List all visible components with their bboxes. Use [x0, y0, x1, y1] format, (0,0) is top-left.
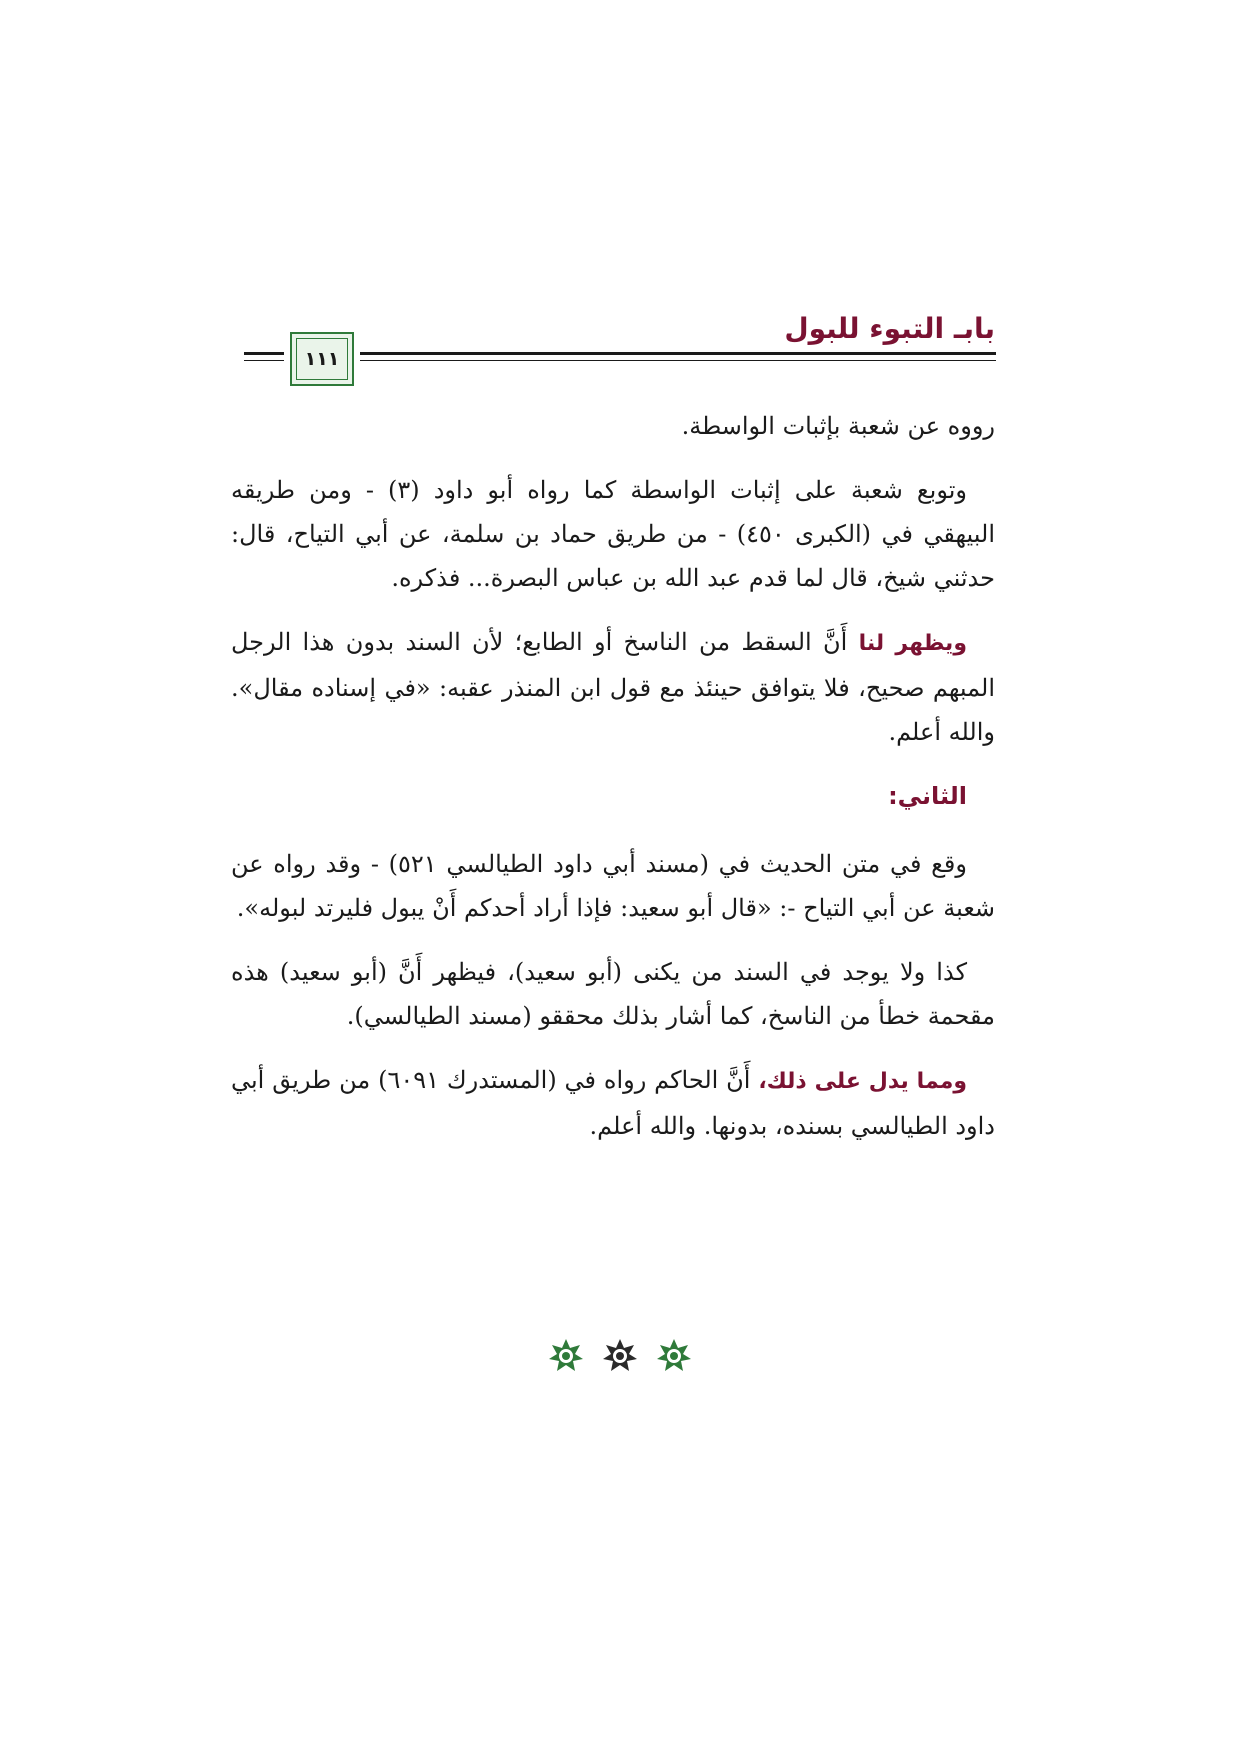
paragraph-5: كذا ولا يوجد في السند من يكنى (أبو سعيد)، فيظهر أَنَّ (أبو سعيد) هذه مقحمة خطأ من الناسخ، كما أشار بذلك محققو (مسند الطيالسي). [231, 958, 995, 1030]
header-rule-right-bottom [360, 360, 996, 361]
paragraph-4: وقع في متن الحديث في (مسند أبي داود الطيالسي ٥٢١) - وقد رواه عن شعبة عن أبي التياح -: «قال أبو سعيد: فإذا أراد أحدكم أَنْ يبول فليرتد لبوله». [231, 850, 995, 922]
paragraph-1: رووه عن شعبة بإثبات الواسطة. [681, 412, 995, 440]
paragraph-6 [231, 1058, 995, 1148]
header-rule-left-bottom [244, 360, 284, 361]
ornament-green-icon [656, 1338, 692, 1374]
page-number: ١١١ [304, 348, 340, 370]
paragraph-2: وتوبع شعبة على إثبات الواسطة كما رواه أبو داود (٣) - ومن طريقه البيهقي في (الكبرى ٤٥٠) - من طريق حماد بن سلمة، عن أبي التياح، قال: حدثني شيخ، قال لما قدم عبد الله بن عباس البصرة... فذكره. [231, 476, 995, 592]
ornament-dark-icon [602, 1338, 638, 1374]
end-ornaments [0, 1338, 1240, 1374]
header-rule-right-top [360, 352, 996, 355]
header-rule-left-top [244, 352, 284, 355]
paragraph-3-highlight: ويظهر لنا [858, 631, 967, 656]
subheading: الثاني: [888, 782, 967, 810]
paragraph-3-text: أَنَّ السقط من الناسخ أو الطابع؛ لأن السند بدون هذا الرجل المبهم صحيح، فلا يتوافق حينئذ مع قول ابن المنذر عقبه: «في إسناده مقال». والله أعلم. [231, 628, 995, 746]
paragraph-6-highlight: ومما يدل على ذلك، [758, 1069, 967, 1094]
page-number-badge [290, 332, 354, 386]
page-body [231, 404, 995, 1168]
paragraph-3 [231, 620, 995, 754]
chapter-title: بابـ التبوء للبول [784, 312, 995, 345]
ornament-green-icon [548, 1338, 584, 1374]
paragraph-6-text: أَنَّ الحاكم رواه في (المستدرك ٦٠٩١) من طريق أبي داود الطيالسي بسنده، بدونها. والله أعلم. [231, 1066, 995, 1140]
